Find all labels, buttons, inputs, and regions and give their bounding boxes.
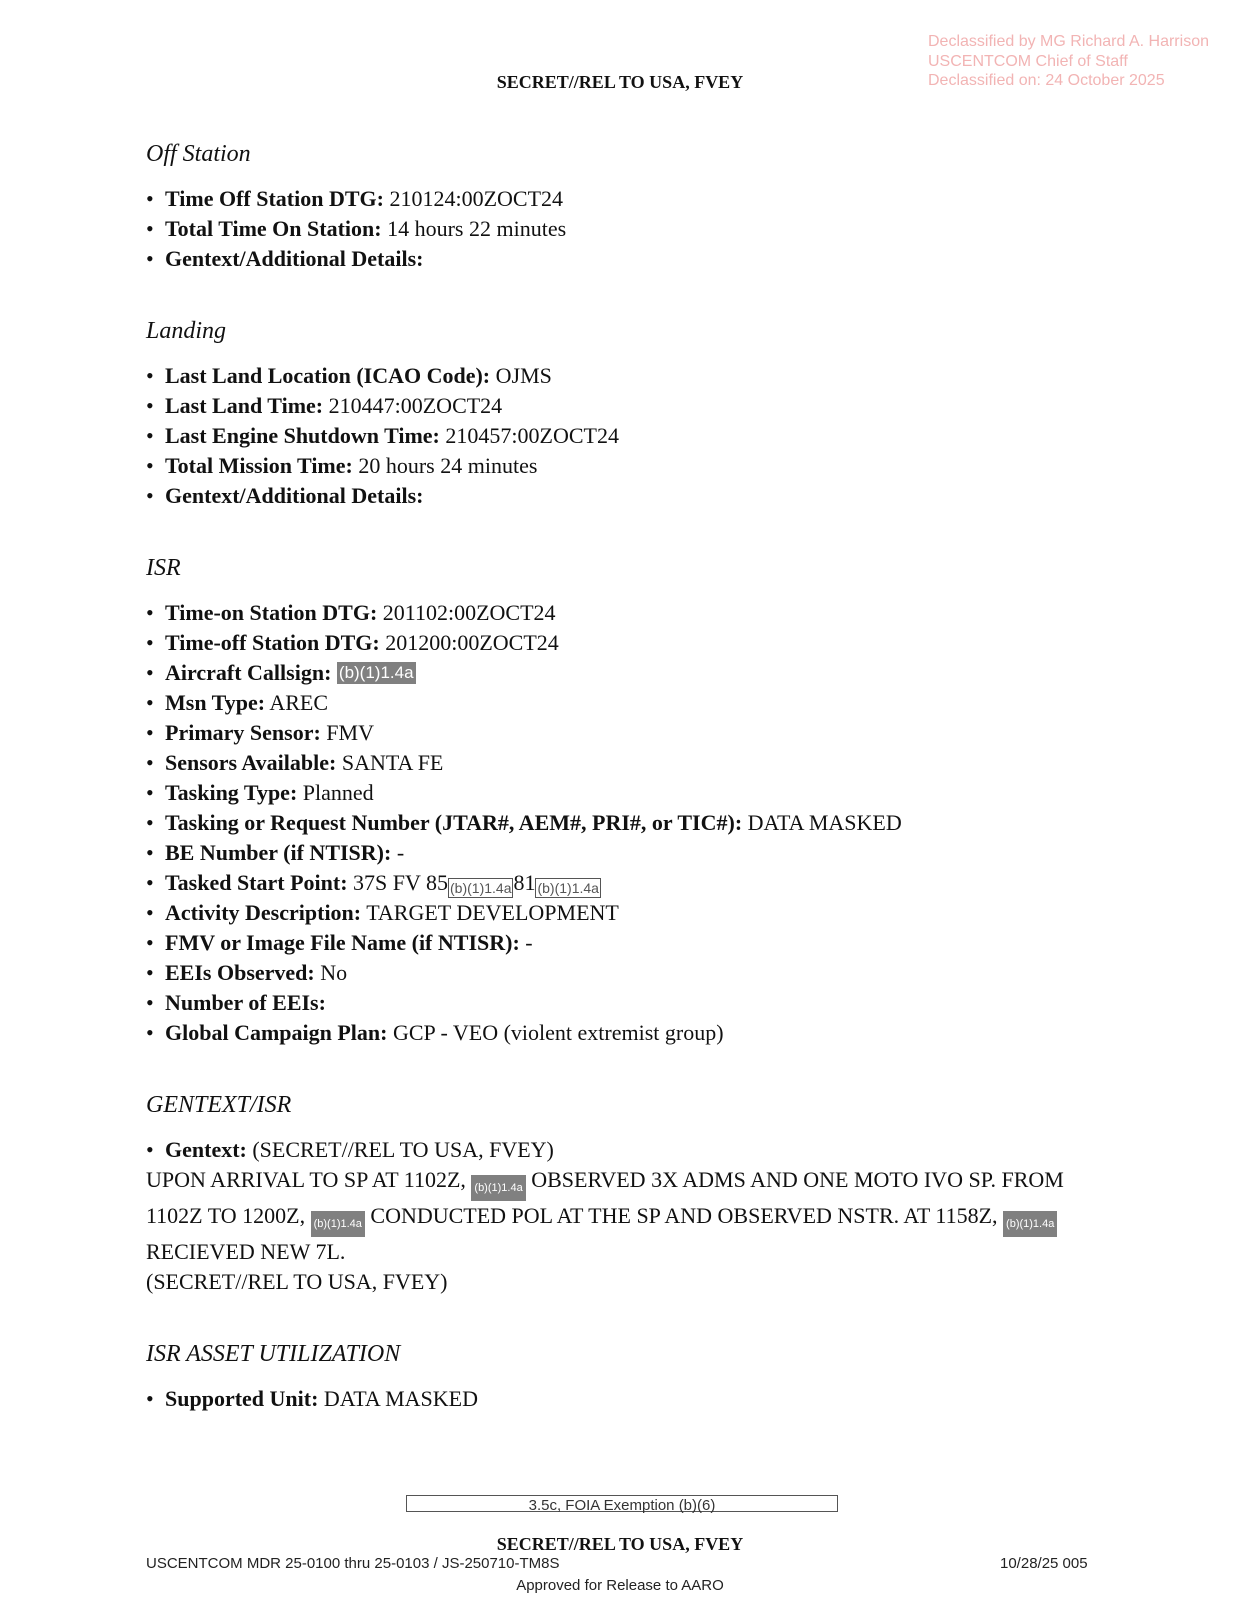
off-station-section	[146, 140, 1106, 274]
field-value: 37S FV 85	[347, 870, 449, 895]
list-item	[146, 928, 1106, 958]
field-label: Time Off Station DTG:	[165, 186, 384, 211]
field-label: Gentext/Additional Details:	[165, 246, 424, 271]
field-list	[146, 184, 1106, 274]
field-label: Last Land Location (ICAO Code):	[165, 363, 491, 388]
list-item	[146, 244, 1106, 274]
list-item	[146, 421, 1106, 451]
gentext-paragraph	[146, 1165, 1106, 1267]
list-item	[146, 958, 1106, 988]
redaction-block: (b)(1)1.4a	[311, 1211, 365, 1237]
redaction-box: (b)(1)1.4a	[537, 880, 599, 896]
redaction-block: (b)(1)1.4a	[338, 663, 414, 682]
list-item	[146, 688, 1106, 718]
declassifier-title-line: USCENTCOM Chief of Staff	[928, 52, 1128, 70]
footer-release-note: Approved for Release to AARO	[516, 1577, 724, 1594]
redaction-block: (b)(1)1.4a	[1003, 1211, 1057, 1237]
list-item	[146, 1135, 1106, 1165]
list-item	[146, 718, 1106, 748]
field-value: GCP - VEO (violent extremist group)	[387, 1020, 724, 1045]
declassified-on-line: Declassified on: 24 October 2025	[928, 72, 1165, 89]
list-item	[146, 361, 1106, 391]
field-label: Last Engine Shutdown Time:	[165, 423, 440, 448]
gentext-text: RECIEVED NEW 7L.	[146, 1239, 346, 1264]
field-list	[146, 361, 1106, 511]
field-value: 210124:00ZOCT24	[383, 186, 564, 211]
list-item	[146, 808, 1106, 838]
section-title: Off Station	[146, 141, 251, 167]
field-label: Tasking Type:	[165, 780, 298, 805]
field-value: 14 hours 22 minutes	[381, 216, 567, 241]
field-label: Msn Type:	[165, 690, 266, 715]
field-label: Supported Unit:	[165, 1386, 319, 1411]
field-label: Total Mission Time:	[165, 453, 353, 478]
field-value: -	[519, 930, 533, 955]
field-label: Primary Sensor:	[165, 720, 321, 745]
footer-case-number: USCENTCOM MDR 25-0100 thru 25-0103 / JS-250710-TM8S	[146, 1555, 560, 1572]
field-label: Activity Description:	[165, 900, 362, 925]
field-value: OJMS	[490, 363, 552, 388]
list-item	[146, 1018, 1106, 1048]
field-value: SANTA FE	[336, 750, 444, 775]
footer-date-page: 10/28/25 005	[1000, 1555, 1088, 1572]
field-label: Global Campaign Plan:	[165, 1020, 388, 1045]
field-label: Last Land Time:	[165, 393, 324, 418]
field-value: TARGET DEVELOPMENT	[361, 900, 619, 925]
field-value: DATA MASKED	[742, 810, 902, 835]
list-item	[146, 748, 1106, 778]
section-title: ISR	[146, 555, 181, 581]
gentext-text: CONDUCTED POL AT THE SP AND OBSERVED NSTR. AT 1158Z,	[370, 1203, 998, 1228]
redaction-box: (b)(1)1.4a	[450, 880, 512, 896]
field-label: Aircraft Callsign:	[165, 660, 332, 685]
field-value: FMV	[320, 720, 374, 745]
gentext-text: OBSERVED 3X ADMS AND ONE MOTO IVO SP. FROM 1102Z TO 1200Z,	[146, 1167, 1064, 1228]
foia-exemption-box: 3.5c, FOIA Exemption (b)(6)	[406, 1495, 838, 1512]
list-item	[146, 898, 1106, 928]
list-item	[146, 988, 1106, 1018]
list-item	[146, 451, 1106, 481]
classification-banner-bottom: SECRET//REL TO USA, FVEY	[496, 1534, 744, 1554]
field-label: FMV or Image File Name (if NTISR):	[165, 930, 520, 955]
list-item	[146, 778, 1106, 808]
field-label: Tasking or Request Number (JTAR#, AEM#, PRI#, or TIC#):	[165, 810, 743, 835]
field-list	[146, 598, 1106, 1048]
field-label: Gentext/Additional Details:	[165, 483, 424, 508]
section-title: Landing	[146, 318, 227, 344]
section-title: GENTEXT/ISR	[146, 1092, 292, 1118]
isr-section	[146, 554, 1106, 1048]
asset-utilization-section	[146, 1340, 1106, 1414]
field-label: EEIs Observed:	[165, 960, 315, 985]
list-item	[146, 838, 1106, 868]
gentext-isr-section	[146, 1091, 1106, 1297]
list-item	[146, 214, 1106, 244]
list-item	[146, 868, 1106, 898]
field-value: AREC	[265, 690, 328, 715]
declassified-by-line: Declassified by MG Richard A. Harrison	[928, 33, 1209, 50]
list-item	[146, 391, 1106, 421]
field-label: Total Time On Station:	[165, 216, 382, 241]
field-value: No	[314, 960, 348, 985]
field-value: Planned	[297, 780, 374, 805]
field-value: 20 hours 24 minutes	[352, 453, 538, 478]
field-label: Tasked Start Point:	[165, 870, 348, 895]
classification-banner-top: SECRET//REL TO USA, FVEY	[496, 72, 744, 92]
gentext-text: UPON ARRIVAL TO SP AT 1102Z,	[146, 1167, 466, 1192]
field-value: -	[391, 840, 405, 865]
field-value-continued: 81	[513, 870, 536, 895]
field-value: DATA MASKED	[318, 1386, 479, 1411]
field-value: 210447:00ZOCT24	[323, 393, 503, 418]
field-label: Number of EEIs:	[165, 990, 326, 1015]
redaction-block: (b)(1)1.4a	[471, 1175, 525, 1201]
landing-section	[146, 317, 1106, 511]
document-body	[146, 140, 1106, 1457]
field-value: 201102:00ZOCT24	[377, 600, 556, 625]
field-label: Gentext:	[165, 1137, 247, 1162]
field-value: 210457:00ZOCT24	[439, 423, 619, 448]
field-value: 201200:00ZOCT24	[379, 630, 559, 655]
list-item	[146, 658, 1106, 688]
section-title: ISR ASSET UTILIZATION	[146, 1341, 401, 1367]
list-item	[146, 598, 1106, 628]
field-value: (SECRET//REL TO USA, FVEY)	[246, 1137, 554, 1162]
field-label: BE Number (if NTISR):	[165, 840, 392, 865]
field-label: Time-on Station DTG:	[165, 600, 378, 625]
list-item	[146, 184, 1106, 214]
gentext-closing-marking: (SECRET//REL TO USA, FVEY)	[146, 1269, 448, 1294]
list-item	[146, 1384, 1106, 1414]
field-label: Time-off Station DTG:	[165, 630, 380, 655]
list-item	[146, 628, 1106, 658]
list-item	[146, 481, 1106, 511]
field-list	[146, 1384, 1106, 1414]
field-list	[146, 1135, 1106, 1165]
field-label: Sensors Available:	[165, 750, 337, 775]
